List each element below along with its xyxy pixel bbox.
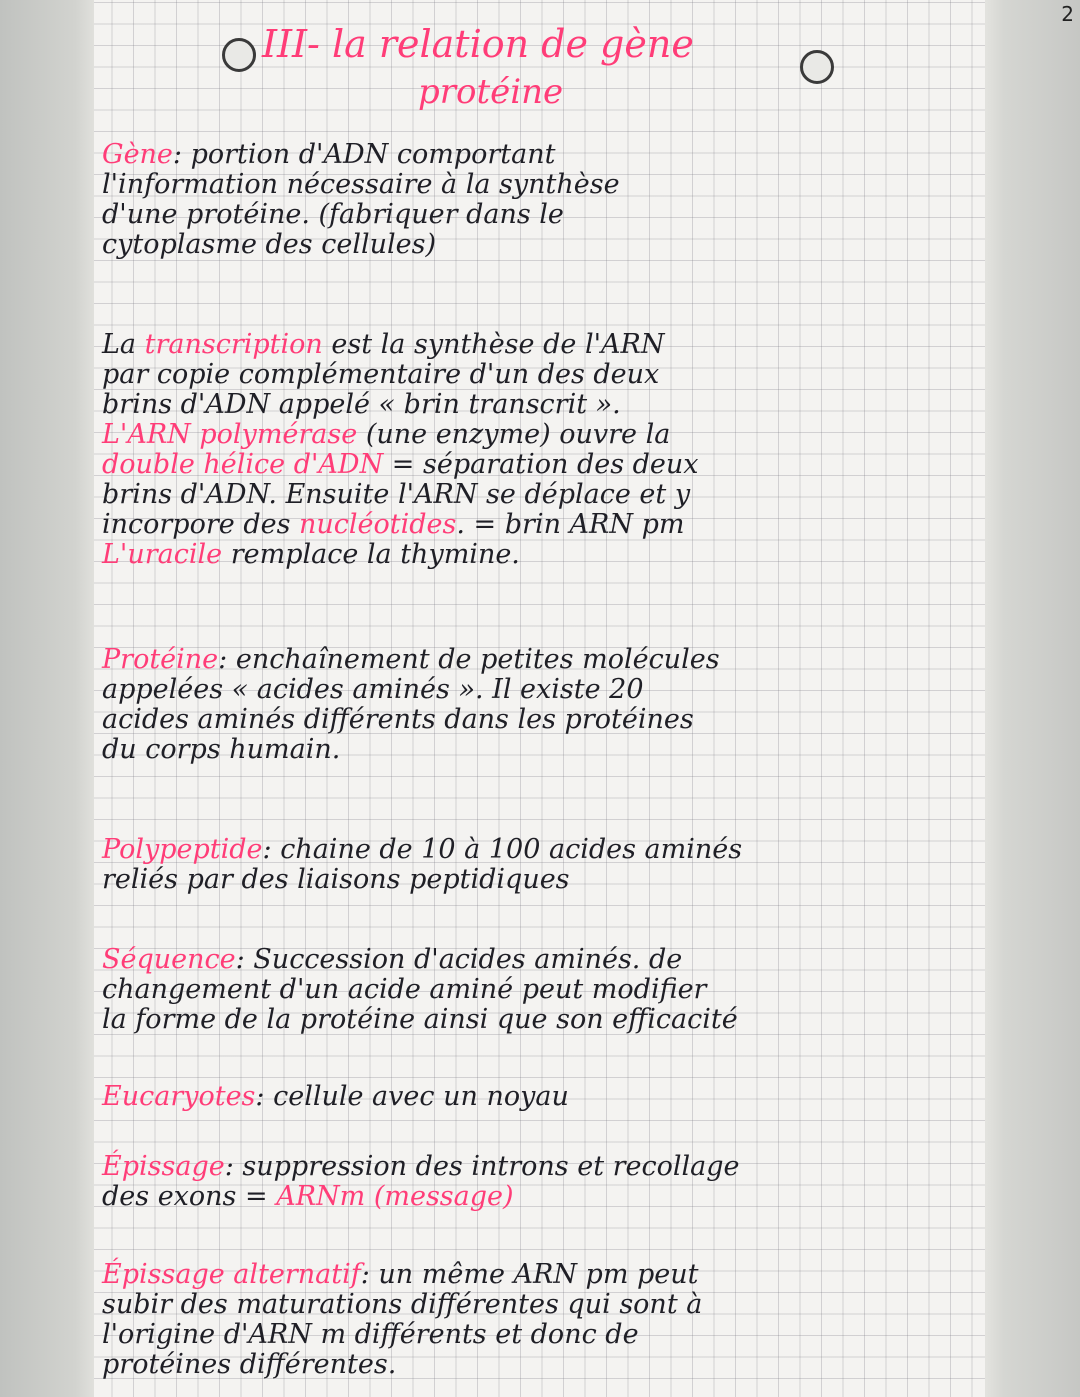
term-arnm: ARNm (message) [276, 1181, 514, 1212]
term-double-helice: double hélice d'ADN [102, 449, 384, 480]
definition-gene [102, 140, 982, 260]
gene-line-1: Gène: portion d'ADN comportant [102, 139, 556, 170]
transcription-line: double hélice d'ADN = séparation des deux [102, 449, 699, 480]
transcription-line: L'ARN polymérase (une enzyme) ouvre la [102, 419, 671, 450]
term-gene: Gène [102, 139, 173, 170]
definition-proteine [102, 645, 982, 765]
epissage-line-2: des exons = ARNm (message) [102, 1181, 514, 1212]
definition-eucaryotes [102, 1082, 982, 1112]
eucaryotes-line: Eucaryotes: cellule avec un noyau [102, 1081, 569, 1112]
proteine-line-2: appelées « acides aminés ». Il existe 20 [102, 674, 644, 705]
punch-hole-left [222, 38, 256, 72]
term-nucleotides: nucléotides [299, 509, 457, 540]
gene-line-3: d'une protéine. (fabriquer dans le [102, 199, 564, 230]
term-eucaryotes: Eucaryotes [102, 1081, 256, 1112]
polypeptide-line-2: reliés par des liaisons peptidiques [102, 864, 570, 895]
transcription-line: incorpore des nucléotides. = brin ARN pm [102, 509, 685, 540]
epissage-alt-line-2: subir des maturations différentes qui sont à [102, 1289, 703, 1320]
transcription-line: brins d'ADN appelé « brin transcrit ». [102, 389, 621, 420]
definition-epissage [102, 1152, 982, 1212]
paragraph-transcription [102, 330, 982, 570]
transcription-line: La transcription est la synthèse de l'ARN [102, 329, 665, 360]
gene-line-4: cytoplasme des cellules) [102, 229, 436, 260]
definition-polypeptide [102, 835, 982, 895]
sequence-line-3: la forme de la protéine ainsi que son efficacité [102, 1004, 738, 1035]
transcription-line: L'uracile remplace la thymine. [102, 539, 520, 570]
term-transcription: transcription [144, 329, 323, 360]
punch-hole-right [800, 50, 834, 84]
term-epissage: Épissage [102, 1151, 225, 1182]
term-epissage-alternatif: Épissage alternatif [102, 1259, 361, 1290]
sequence-line-2: changement d'un acide aminé peut modifier [102, 974, 707, 1005]
term-polypeptide: Polypeptide [102, 834, 263, 865]
term-proteine: Protéine [102, 644, 219, 675]
section-title-continued: protéine [418, 72, 564, 112]
page-number: 2 [1061, 2, 1074, 26]
transcription-line: brins d'ADN. Ensuite l'ARN se déplace et y [102, 479, 691, 510]
epissage-alt-line-3: l'origine d'ARN m différents et donc de [102, 1319, 639, 1350]
sequence-line-1: Séquence: Succession d'acides aminés. de [102, 944, 683, 975]
left-background [0, 0, 94, 1397]
right-background [985, 0, 1080, 1397]
epissage-alt-line-1: Épissage alternatif: un même ARN pm peut [102, 1259, 699, 1290]
gene-line-2: l'information nécessaire à la synthèse [102, 169, 620, 200]
proteine-line-1: Protéine: enchaînement de petites molécules [102, 644, 720, 675]
section-title: III- la relation de gène [262, 22, 694, 66]
epissage-line-1: Épissage: suppression des introns et recollage [102, 1151, 740, 1182]
transcription-line: par copie complémentaire d'un des deux [102, 359, 660, 390]
definition-sequence [102, 945, 982, 1035]
epissage-alt-line-4: protéines différentes. [102, 1349, 397, 1380]
polypeptide-line-1: Polypeptide: chaine de 10 à 100 acides aminés [102, 834, 743, 865]
term-uracile: L'uracile [102, 539, 223, 570]
proteine-line-4: du corps humain. [102, 734, 341, 765]
term-sequence: Séquence [102, 944, 236, 975]
definition-epissage-alternatif [102, 1260, 982, 1380]
proteine-line-3: acides aminés différents dans les protéines [102, 704, 694, 735]
term-arn-polymerase: L'ARN polymérase [102, 419, 358, 450]
